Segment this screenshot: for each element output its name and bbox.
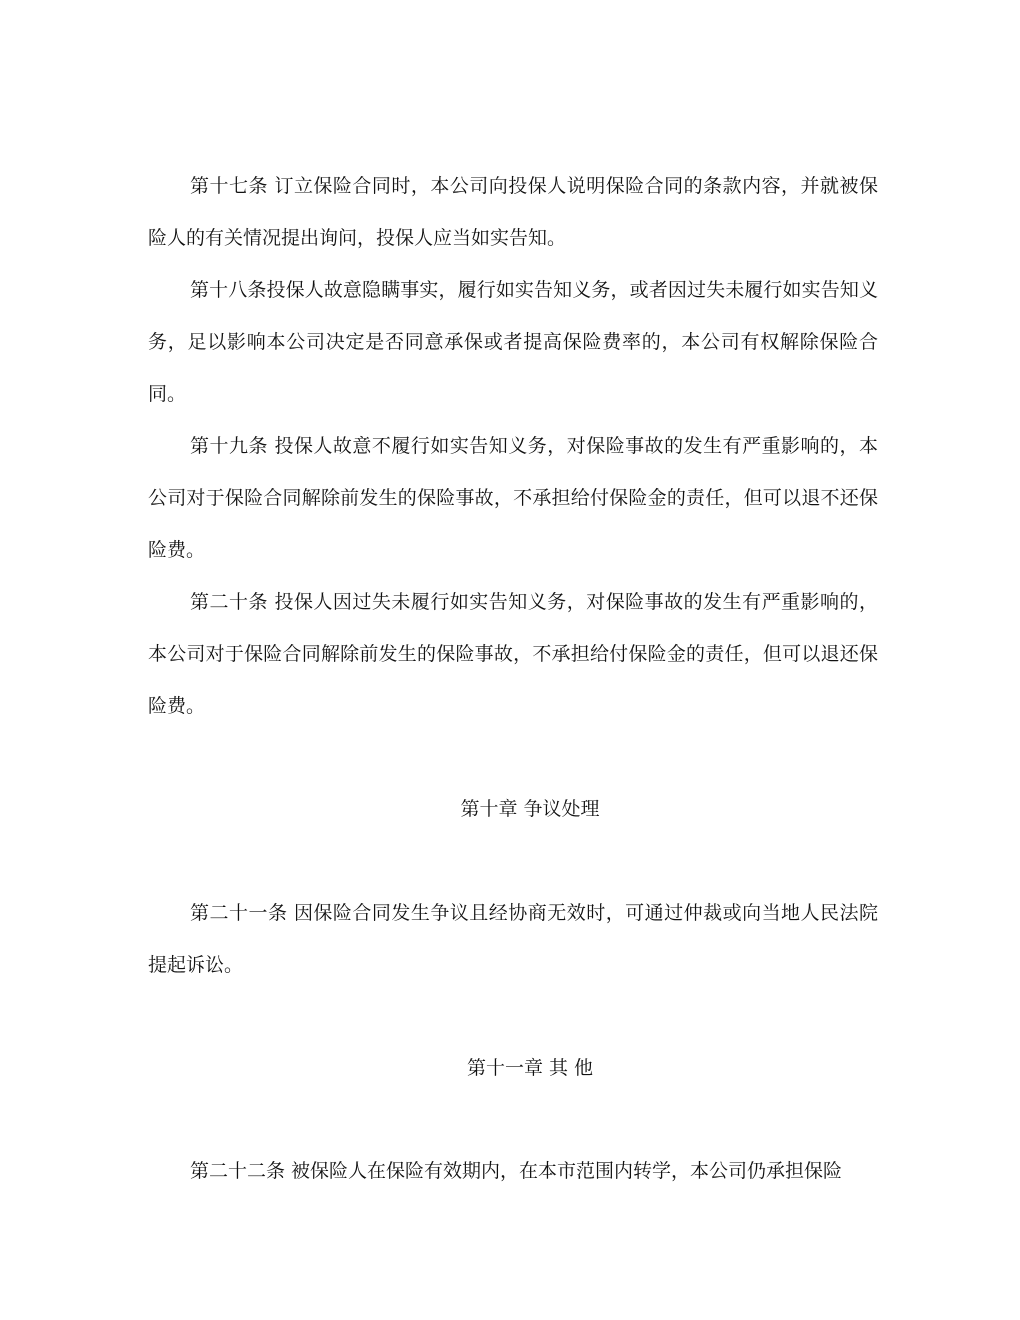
article-21-paragraph: 第二十一条 因保险合同发生争议且经协商无效时，可通过仲裁或向当地人民法院提起诉讼。: [148, 902, 878, 976]
article-22-paragraph: 第二十二条 被保险人在保险有效期内，在本市范围内转学，本公司仍承担保险: [190, 1160, 843, 1182]
chapter-10-heading: 第十章 争议处理: [460, 798, 600, 820]
article-20-paragraph: 第二十条 投保人因过失未履行如实告知义务，对保险事故的发生有严重影响的，本公司对于保险合同解除前发生的保险事故，不承担给付保险金的责任，但可以退还保险费。: [148, 591, 878, 717]
article-17-paragraph: 第十七条 订立保险合同时，本公司向投保人说明保险合同的条款内容，并就被保险人的有关情况提出询问，投保人应当如实告知。: [148, 175, 878, 249]
chapter-11-heading: 第十一章 其 他: [466, 1057, 594, 1079]
article-19-paragraph: 第十九条 投保人故意不履行如实告知义务，对保险事故的发生有严重影响的，本公司对于保险合同解除前发生的保险事故，不承担给付保险金的责任，但可以退不还保险费。: [148, 435, 878, 561]
article-18-paragraph: 第十八条投保人故意隐瞒事实，履行如实告知义务，或者因过失未履行如实告知义务，足以影响本公司决定是否同意承保或者提高保险费率的，本公司有权解除保险合同。: [148, 279, 878, 405]
